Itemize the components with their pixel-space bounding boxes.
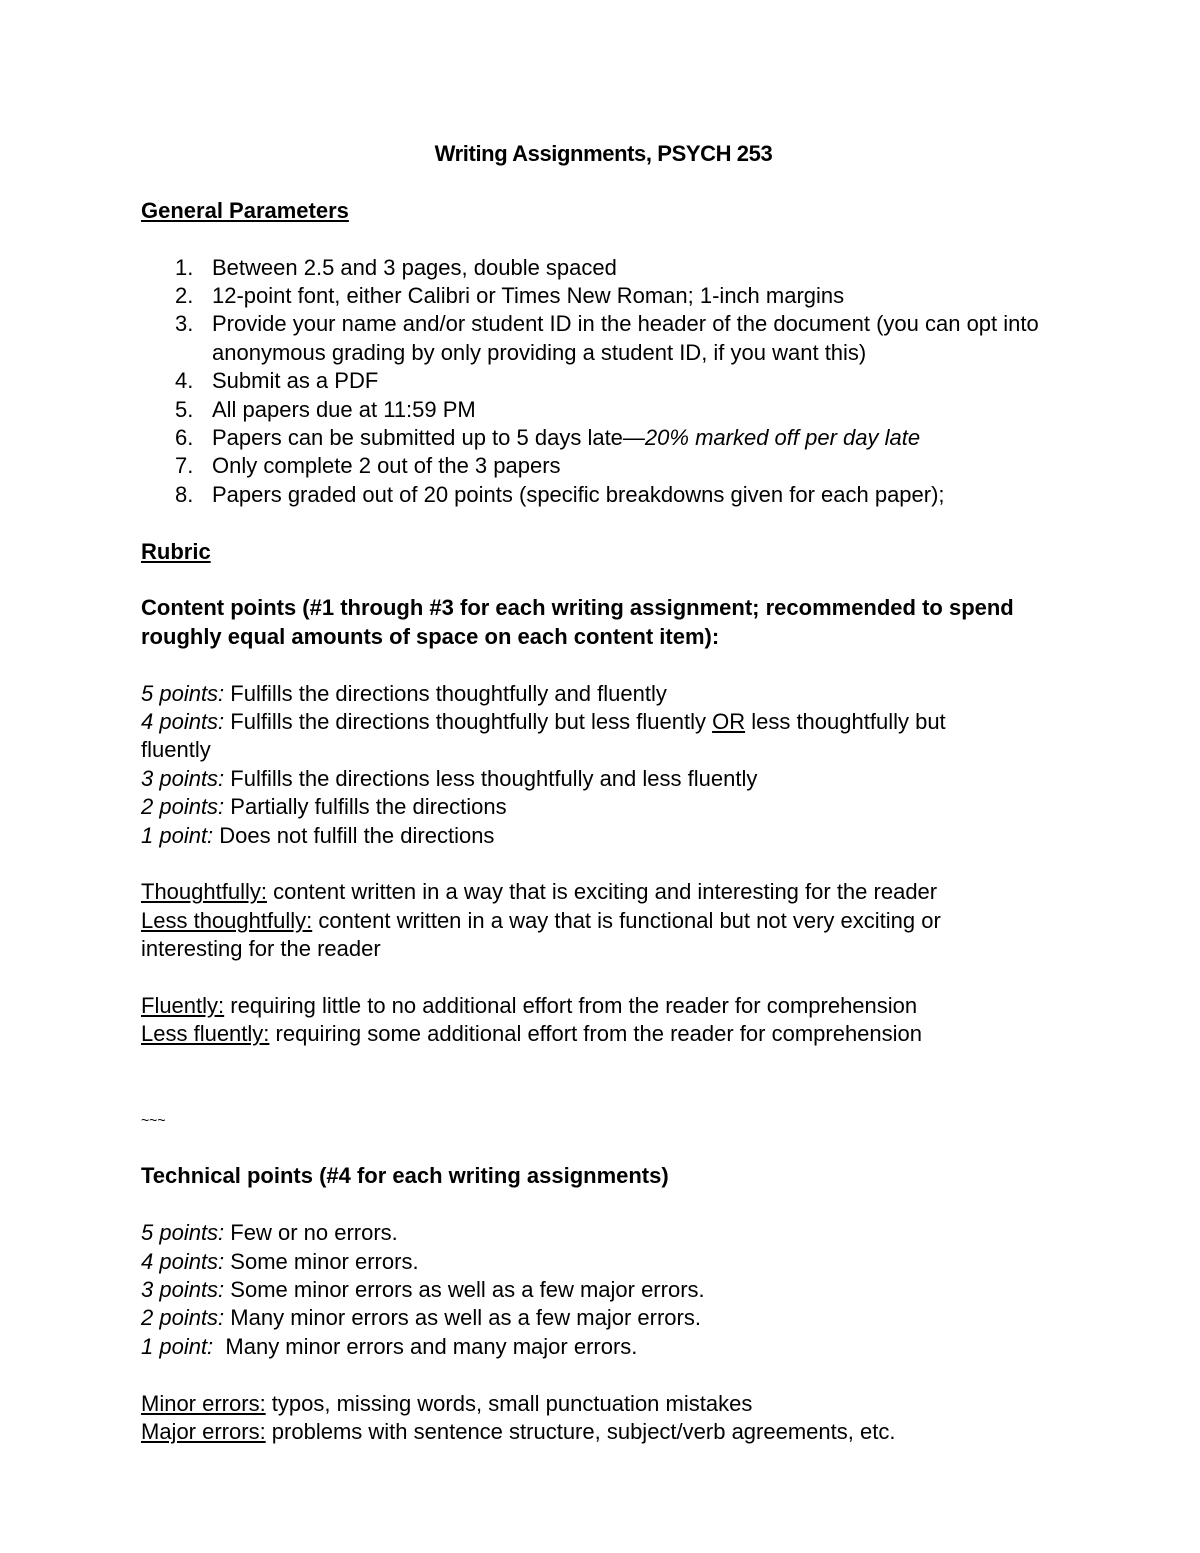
definition-fluently: Fluently: requiring little to no additional effort from the reader for comprehension xyxy=(141,993,918,1019)
list-item: 5. All papers due at 11:59 PM xyxy=(175,396,476,422)
section-separator: ~~~ xyxy=(141,1111,166,1128)
content-score-5: 5 points: Fulfills the directions thoughtfully and fluently xyxy=(141,680,667,706)
list-item: 2. 12-point font, either Calibri or Times New Roman; 1-inch margins xyxy=(175,283,845,308)
general-parameters-heading: General Parameters xyxy=(141,197,349,223)
document-content xyxy=(141,140,1041,1447)
technical-score-3: 3 points: Some minor errors as well as a few major errors. xyxy=(141,1277,705,1303)
definition-major-errors: Major errors: problems with sentence structure, subject/verb agreements, etc. xyxy=(141,1419,896,1445)
definition-thoughtfully: Thoughtfully: content written in a way that is exciting and interesting for the reader xyxy=(141,879,938,905)
content-score-1: 1 point: Does not fulfill the directions xyxy=(141,822,495,848)
definition-less-thoughtfully-cont: interesting for the reader xyxy=(141,936,381,962)
content-points-heading: Content points (#1 through #3 for each writing assignment; recommended to spend xyxy=(141,595,1014,621)
list-item: 4. Submit as a PDF xyxy=(175,368,379,394)
content-score-4-cont: fluently xyxy=(141,737,211,763)
content-points-heading-cont: roughly equal amounts of space on each content item): xyxy=(141,623,720,649)
content-score-4: 4 points: Fulfills the directions thoughtfully but less fluently OR less thoughtfully but xyxy=(141,709,946,735)
content-score-3: 3 points: Fulfills the directions less thoughtfully and less fluently xyxy=(141,765,758,791)
list-item: 8. Papers graded out of 20 points (specific breakdowns given for each paper); xyxy=(175,481,945,507)
list-item: 7. Only complete 2 out of the 3 papers xyxy=(175,453,561,479)
list-item: 3. Provide your name and/or student ID in the header of the document (you can opt into anonymous grading by only providing a student ID, if you want this) xyxy=(175,311,1039,365)
rubric-heading: Rubric xyxy=(141,538,211,564)
content-score-2: 2 points: Partially fulfills the directions xyxy=(141,794,507,820)
definition-less-thoughtfully: Less thoughtfully: content written in a way that is functional but not very exciting or xyxy=(141,907,941,933)
definition-less-fluently: Less fluently: requiring some additional effort from the reader for comprehension xyxy=(141,1021,923,1047)
document-title: Writing Assignments, PSYCH 253 xyxy=(434,141,773,166)
general-parameters-list xyxy=(141,254,1041,510)
technical-score-5: 5 points: Few or no errors. xyxy=(141,1220,398,1246)
definition-minor-errors: Minor errors: typos, missing words, small punctuation mistakes xyxy=(141,1390,753,1416)
technical-score-2: 2 points: Many minor errors as well as a few major errors. xyxy=(141,1305,701,1331)
list-item: 6. Papers can be submitted up to 5 days late—20% marked off per day late xyxy=(175,425,921,451)
technical-score-4: 4 points: Some minor errors. xyxy=(141,1248,419,1274)
late-penalty-emphasis: 20% marked off per day late xyxy=(644,425,921,451)
technical-points-heading: Technical points (#4 for each writing assignments) xyxy=(141,1163,669,1189)
list-item: 1. Between 2.5 and 3 pages, double spaced xyxy=(175,254,617,280)
technical-score-1: 1 point: Many minor errors and many major errors. xyxy=(141,1333,638,1359)
